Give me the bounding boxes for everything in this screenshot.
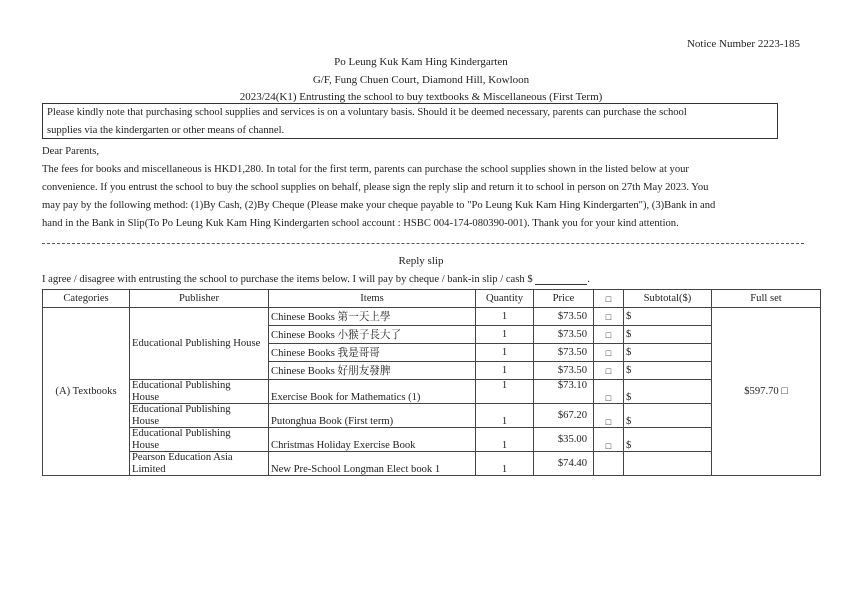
price-cell: $67.20 bbox=[534, 404, 594, 428]
header-publisher: Publisher bbox=[130, 290, 269, 308]
price-cell: $73.10 bbox=[534, 380, 594, 404]
order-table bbox=[42, 289, 821, 476]
item-checkbox[interactable] bbox=[594, 452, 624, 476]
quantity-cell: 1 bbox=[476, 404, 534, 428]
header-full-set: Full set bbox=[712, 290, 821, 308]
reply-slip-title: Reply slip bbox=[398, 255, 444, 267]
quantity-cell: 1 bbox=[476, 344, 534, 362]
quantity-cell: 1 bbox=[476, 326, 534, 344]
price-cell: $73.50 bbox=[534, 326, 594, 344]
letter-line-4: hand in the Bank in Slip(To Po Leung Kuk Kam Hing Kindergarten school account : HSBC 004-174-080390-001). Thank you for your kind attention. bbox=[42, 218, 679, 229]
table-row bbox=[43, 308, 821, 326]
price-cell: $74.40 bbox=[534, 452, 594, 476]
header-checkbox[interactable]: □ bbox=[594, 290, 624, 308]
item-checkbox[interactable]: □ bbox=[594, 428, 624, 452]
agreement-text: I agree / disagree with entrusting the school to purchase the items below. I will pay by cheque / bank-in slip / cash $ bbox=[42, 274, 533, 285]
voluntary-notice-box bbox=[42, 103, 778, 139]
item-cell: New Pre-School Longman Elect book 1 bbox=[269, 452, 476, 476]
quantity-cell: 1 bbox=[476, 362, 534, 380]
quantity-cell: 1 bbox=[476, 452, 534, 476]
item-cell: Christmas Holiday Exercise Book bbox=[269, 428, 476, 452]
publisher-cell: Pearson Education Asia Limited bbox=[130, 452, 269, 476]
item-cell: Chinese Books 第一天上學 bbox=[269, 308, 476, 326]
item-cell: Putonghua Book (First term) bbox=[269, 404, 476, 428]
item-checkbox[interactable]: □ bbox=[594, 362, 624, 380]
notice-box-line-1: Please kindly note that purchasing school supplies and services is on a voluntary basis. Should it be deemed necessary, parents can purchase the school bbox=[47, 107, 687, 118]
table-header-row bbox=[43, 290, 821, 308]
header-categories: Categories bbox=[43, 290, 130, 308]
subtotal-cell[interactable]: $ bbox=[624, 362, 712, 380]
publisher-cell: Educational Publishing House bbox=[130, 380, 269, 404]
item-checkbox[interactable]: □ bbox=[594, 326, 624, 344]
price-cell: $35.00 bbox=[534, 428, 594, 452]
publisher-cell: Educational Publishing House bbox=[130, 404, 269, 428]
price-cell: $73.50 bbox=[534, 308, 594, 326]
notice-subject: 2023/24(K1) Entrusting the school to buy textbooks & Miscellaneous (First Term) bbox=[239, 91, 603, 103]
school-name: Po Leung Kuk Kam Hing Kindergarten bbox=[334, 56, 508, 68]
letter-line-1: The fees for books and miscellaneous is HKD1,280. In total for the first term, parents can purchase the school supplies shown in the listed below at your bbox=[42, 164, 689, 175]
item-checkbox[interactable]: □ bbox=[594, 380, 624, 404]
item-cell: Chinese Books 好朋友發脾 bbox=[269, 362, 476, 380]
category-cell: (A) Textbooks bbox=[43, 308, 130, 476]
subtotal-cell[interactable]: $ bbox=[624, 308, 712, 326]
quantity-cell: 1 bbox=[476, 380, 534, 404]
notice-number: Notice Number 2223-185 bbox=[686, 38, 800, 50]
item-cell: Exercise Book for Mathematics (1) bbox=[269, 380, 476, 404]
notice-box-line-2: supplies via the kindergarten or other means of channel. bbox=[47, 125, 285, 136]
header-items: Items bbox=[269, 290, 476, 308]
amount-blank-field[interactable] bbox=[535, 273, 587, 285]
header-price: Price bbox=[534, 290, 594, 308]
subtotal-cell[interactable]: $ bbox=[624, 380, 712, 404]
item-cell: Chinese Books 我是哥哥 bbox=[269, 344, 476, 362]
subtotal-cell[interactable]: $ bbox=[624, 404, 712, 428]
item-checkbox[interactable]: □ bbox=[594, 308, 624, 326]
subtotal-cell[interactable]: $ bbox=[624, 428, 712, 452]
publisher-cell: Educational Publishing House bbox=[130, 308, 269, 380]
subtotal-cell[interactable]: $ bbox=[624, 326, 712, 344]
publisher-cell: Educational Publishing House bbox=[130, 428, 269, 452]
price-cell: $73.50 bbox=[534, 362, 594, 380]
letter-line-3: may pay by the following method: (1)By Cash, (2)By Cheque (Please make your cheque payable to "Po Leung Kuk Kam Hing Kindergarten"), (3)Bank in and bbox=[42, 200, 716, 211]
header-quantity: Quantity bbox=[476, 290, 534, 308]
item-checkbox[interactable]: □ bbox=[594, 404, 624, 428]
quantity-cell: 1 bbox=[476, 308, 534, 326]
greeting: Dear Parents, bbox=[42, 146, 100, 157]
full-set-cell[interactable]: $597.70 □ bbox=[712, 308, 821, 476]
item-cell: Chinese Books 小猴子長大了 bbox=[269, 326, 476, 344]
cut-line-divider bbox=[42, 243, 804, 244]
subtotal-cell[interactable]: $ bbox=[624, 344, 712, 362]
item-checkbox[interactable]: □ bbox=[594, 344, 624, 362]
reply-slip-statement: I agree / disagree with entrusting the school to purchase the items below. I will pay by cheque / bank-in slip / cash $ . bbox=[42, 274, 590, 285]
school-address: G/F, Fung Chuen Court, Diamond Hill, Kowloon bbox=[312, 74, 530, 86]
letter-body bbox=[42, 143, 782, 233]
header-subtotal: Subtotal($) bbox=[624, 290, 712, 308]
subtotal-cell[interactable] bbox=[624, 452, 712, 476]
letter-line-2: convenience. If you entrust the school to buy the school supplies on behalf, please sign the reply slip and return it to school in person on 27th May 2023. You bbox=[42, 182, 709, 193]
quantity-cell: 1 bbox=[476, 428, 534, 452]
price-cell: $73.50 bbox=[534, 344, 594, 362]
